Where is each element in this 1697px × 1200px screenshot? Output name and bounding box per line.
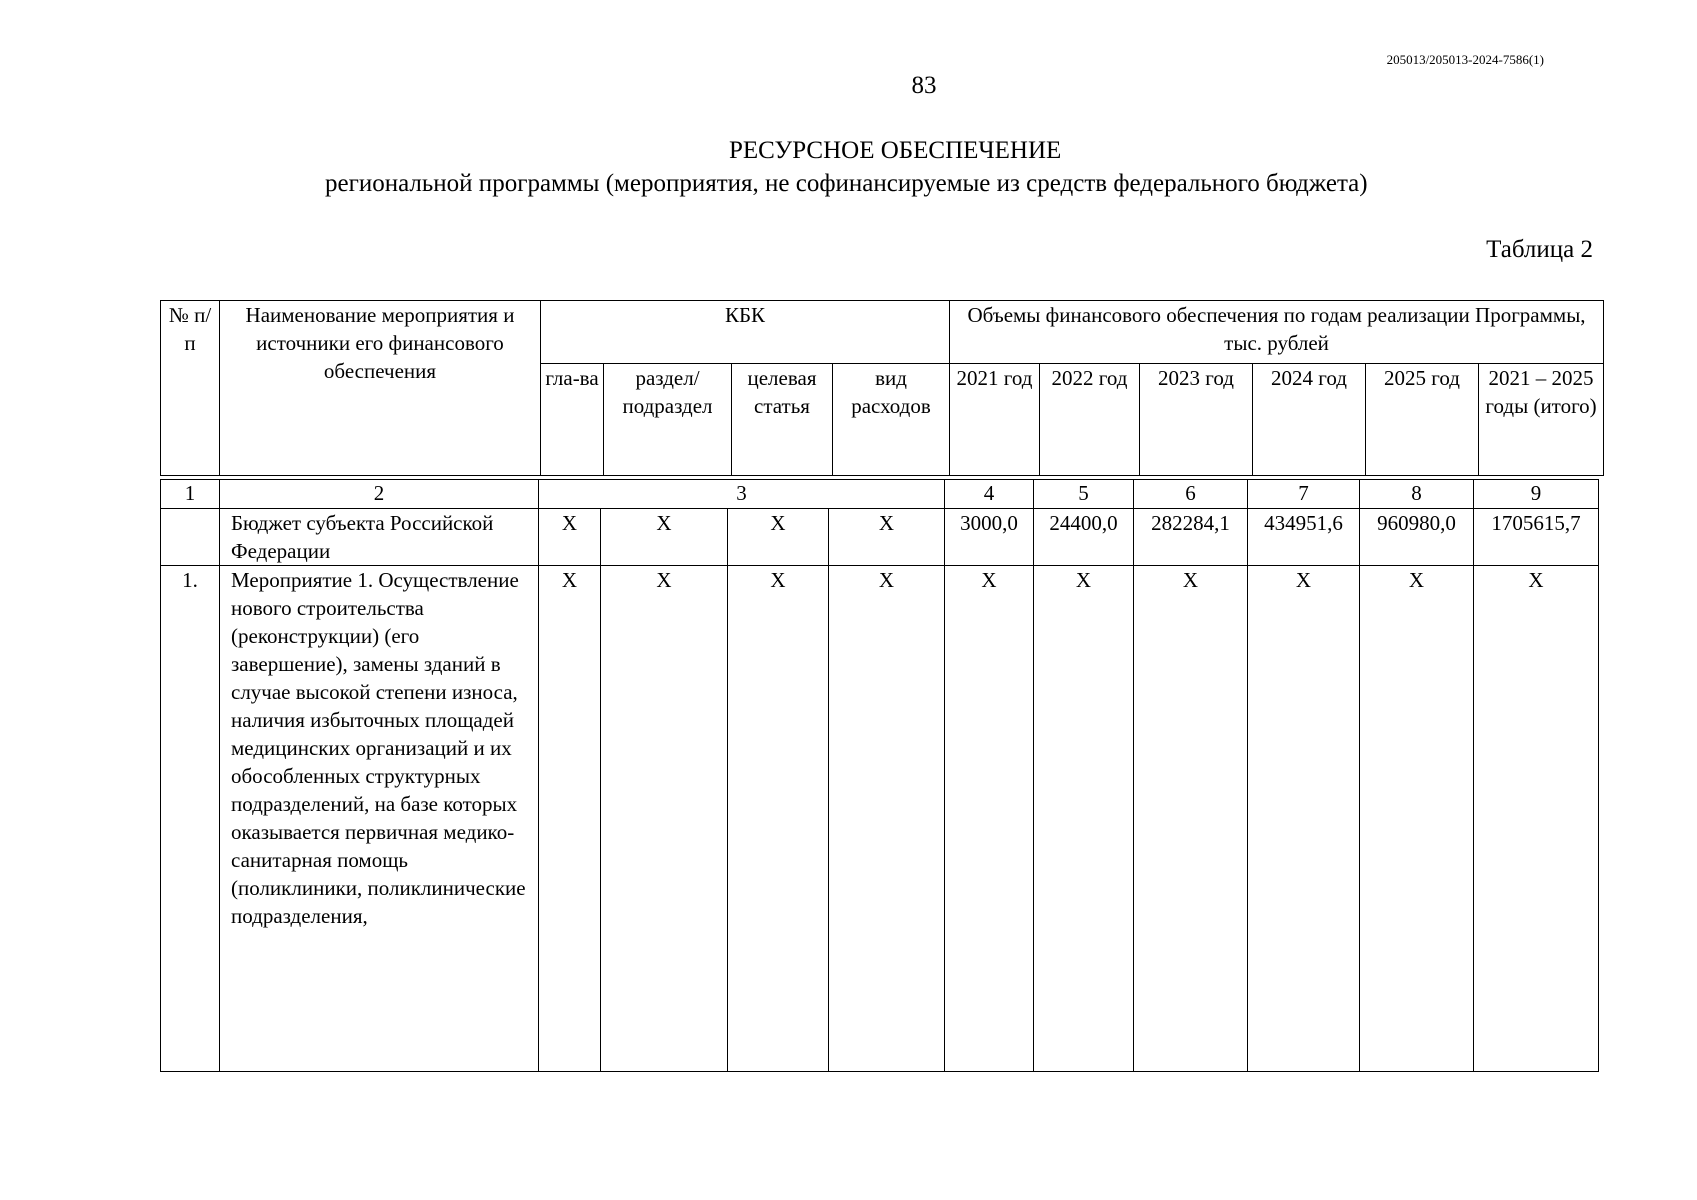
row-no (161, 509, 220, 566)
row-name: Бюджет субъекта Российской Федерации (220, 509, 539, 566)
header-kbk-col: целевая статья (732, 364, 833, 476)
column-number: 3 (539, 480, 945, 509)
value-cell: X (1034, 566, 1134, 1072)
value-cell: 1705615,7 (1474, 509, 1599, 566)
header-kbk: КБК (541, 301, 950, 364)
column-number: 1 (161, 480, 220, 509)
header-kbk-col: вид расходов (833, 364, 950, 476)
kbk-cell: X (539, 509, 601, 566)
header-kbk-col: раздел/ подраздел (604, 364, 732, 476)
header-year-col: 2021 – 2025 годы (итого) (1479, 364, 1604, 476)
kbk-cell: X (728, 566, 829, 1072)
document-id: 205013/205013-2024-7586(1) (1386, 52, 1544, 67)
value-cell: X (1134, 566, 1248, 1072)
value-cell: 960980,0 (1360, 509, 1474, 566)
kbk-cell: X (728, 509, 829, 566)
value-cell: 282284,1 (1134, 509, 1248, 566)
value-cell: X (1360, 566, 1474, 1072)
column-number: 8 (1360, 480, 1474, 509)
value-cell: 24400,0 (1034, 509, 1134, 566)
table-body (160, 479, 1599, 1072)
row-no: 1. (161, 566, 220, 1072)
kbk-cell: X (539, 566, 601, 1072)
column-number: 9 (1474, 480, 1599, 509)
document-title: РЕСУРСНОЕ ОБЕСПЕЧЕНИЕ (729, 137, 1062, 164)
header-year-col: 2021 год (950, 364, 1040, 476)
header-year-col: 2024 год (1253, 364, 1366, 476)
table-label: Таблица 2 (1486, 236, 1593, 263)
kbk-cell: X (601, 566, 728, 1072)
kbk-cell: X (829, 566, 945, 1072)
column-number: 5 (1034, 480, 1134, 509)
value-cell: 3000,0 (945, 509, 1034, 566)
header-year-col: 2025 год (1366, 364, 1479, 476)
kbk-cell: X (829, 509, 945, 566)
row-name: Мероприятие 1. Осуществление нового строительства (реконструкции) (его завершение), замены зданий в случае высокой степени износа, наличия избыточных площадей медицинских организаций и их обособленных структурных подразделений, на базе которых оказывается первичная медико-санитарная помощь (поликлиники, поликлинические подразделения, (220, 566, 539, 1072)
value-cell: X (945, 566, 1034, 1072)
value-cell: 434951,6 (1248, 509, 1360, 566)
table-row (161, 566, 1599, 1072)
header-kbk-col: гла-ва (541, 364, 604, 476)
document-subtitle: региональной программы (мероприятия, не софинансируемые из средств федерального бюджета) (325, 170, 1368, 197)
kbk-cell: X (601, 509, 728, 566)
value-cell: X (1248, 566, 1360, 1072)
value-cell: X (1474, 566, 1599, 1072)
column-number: 2 (220, 480, 539, 509)
header-no: № п/п (161, 301, 220, 476)
column-number: 4 (945, 480, 1034, 509)
header-volumes: Объемы финансового обеспечения по годам реализации Программы, тыс. рублей (950, 301, 1604, 364)
page-number: 83 (911, 72, 937, 99)
table-header (160, 300, 1604, 476)
header-year-col: 2022 год (1040, 364, 1140, 476)
column-number: 7 (1248, 480, 1360, 509)
header-year-col: 2023 год (1140, 364, 1253, 476)
header-name: Наименование мероприятия и источники его финансового обеспечения (220, 301, 541, 476)
column-number: 6 (1134, 480, 1248, 509)
table-row (161, 509, 1599, 566)
